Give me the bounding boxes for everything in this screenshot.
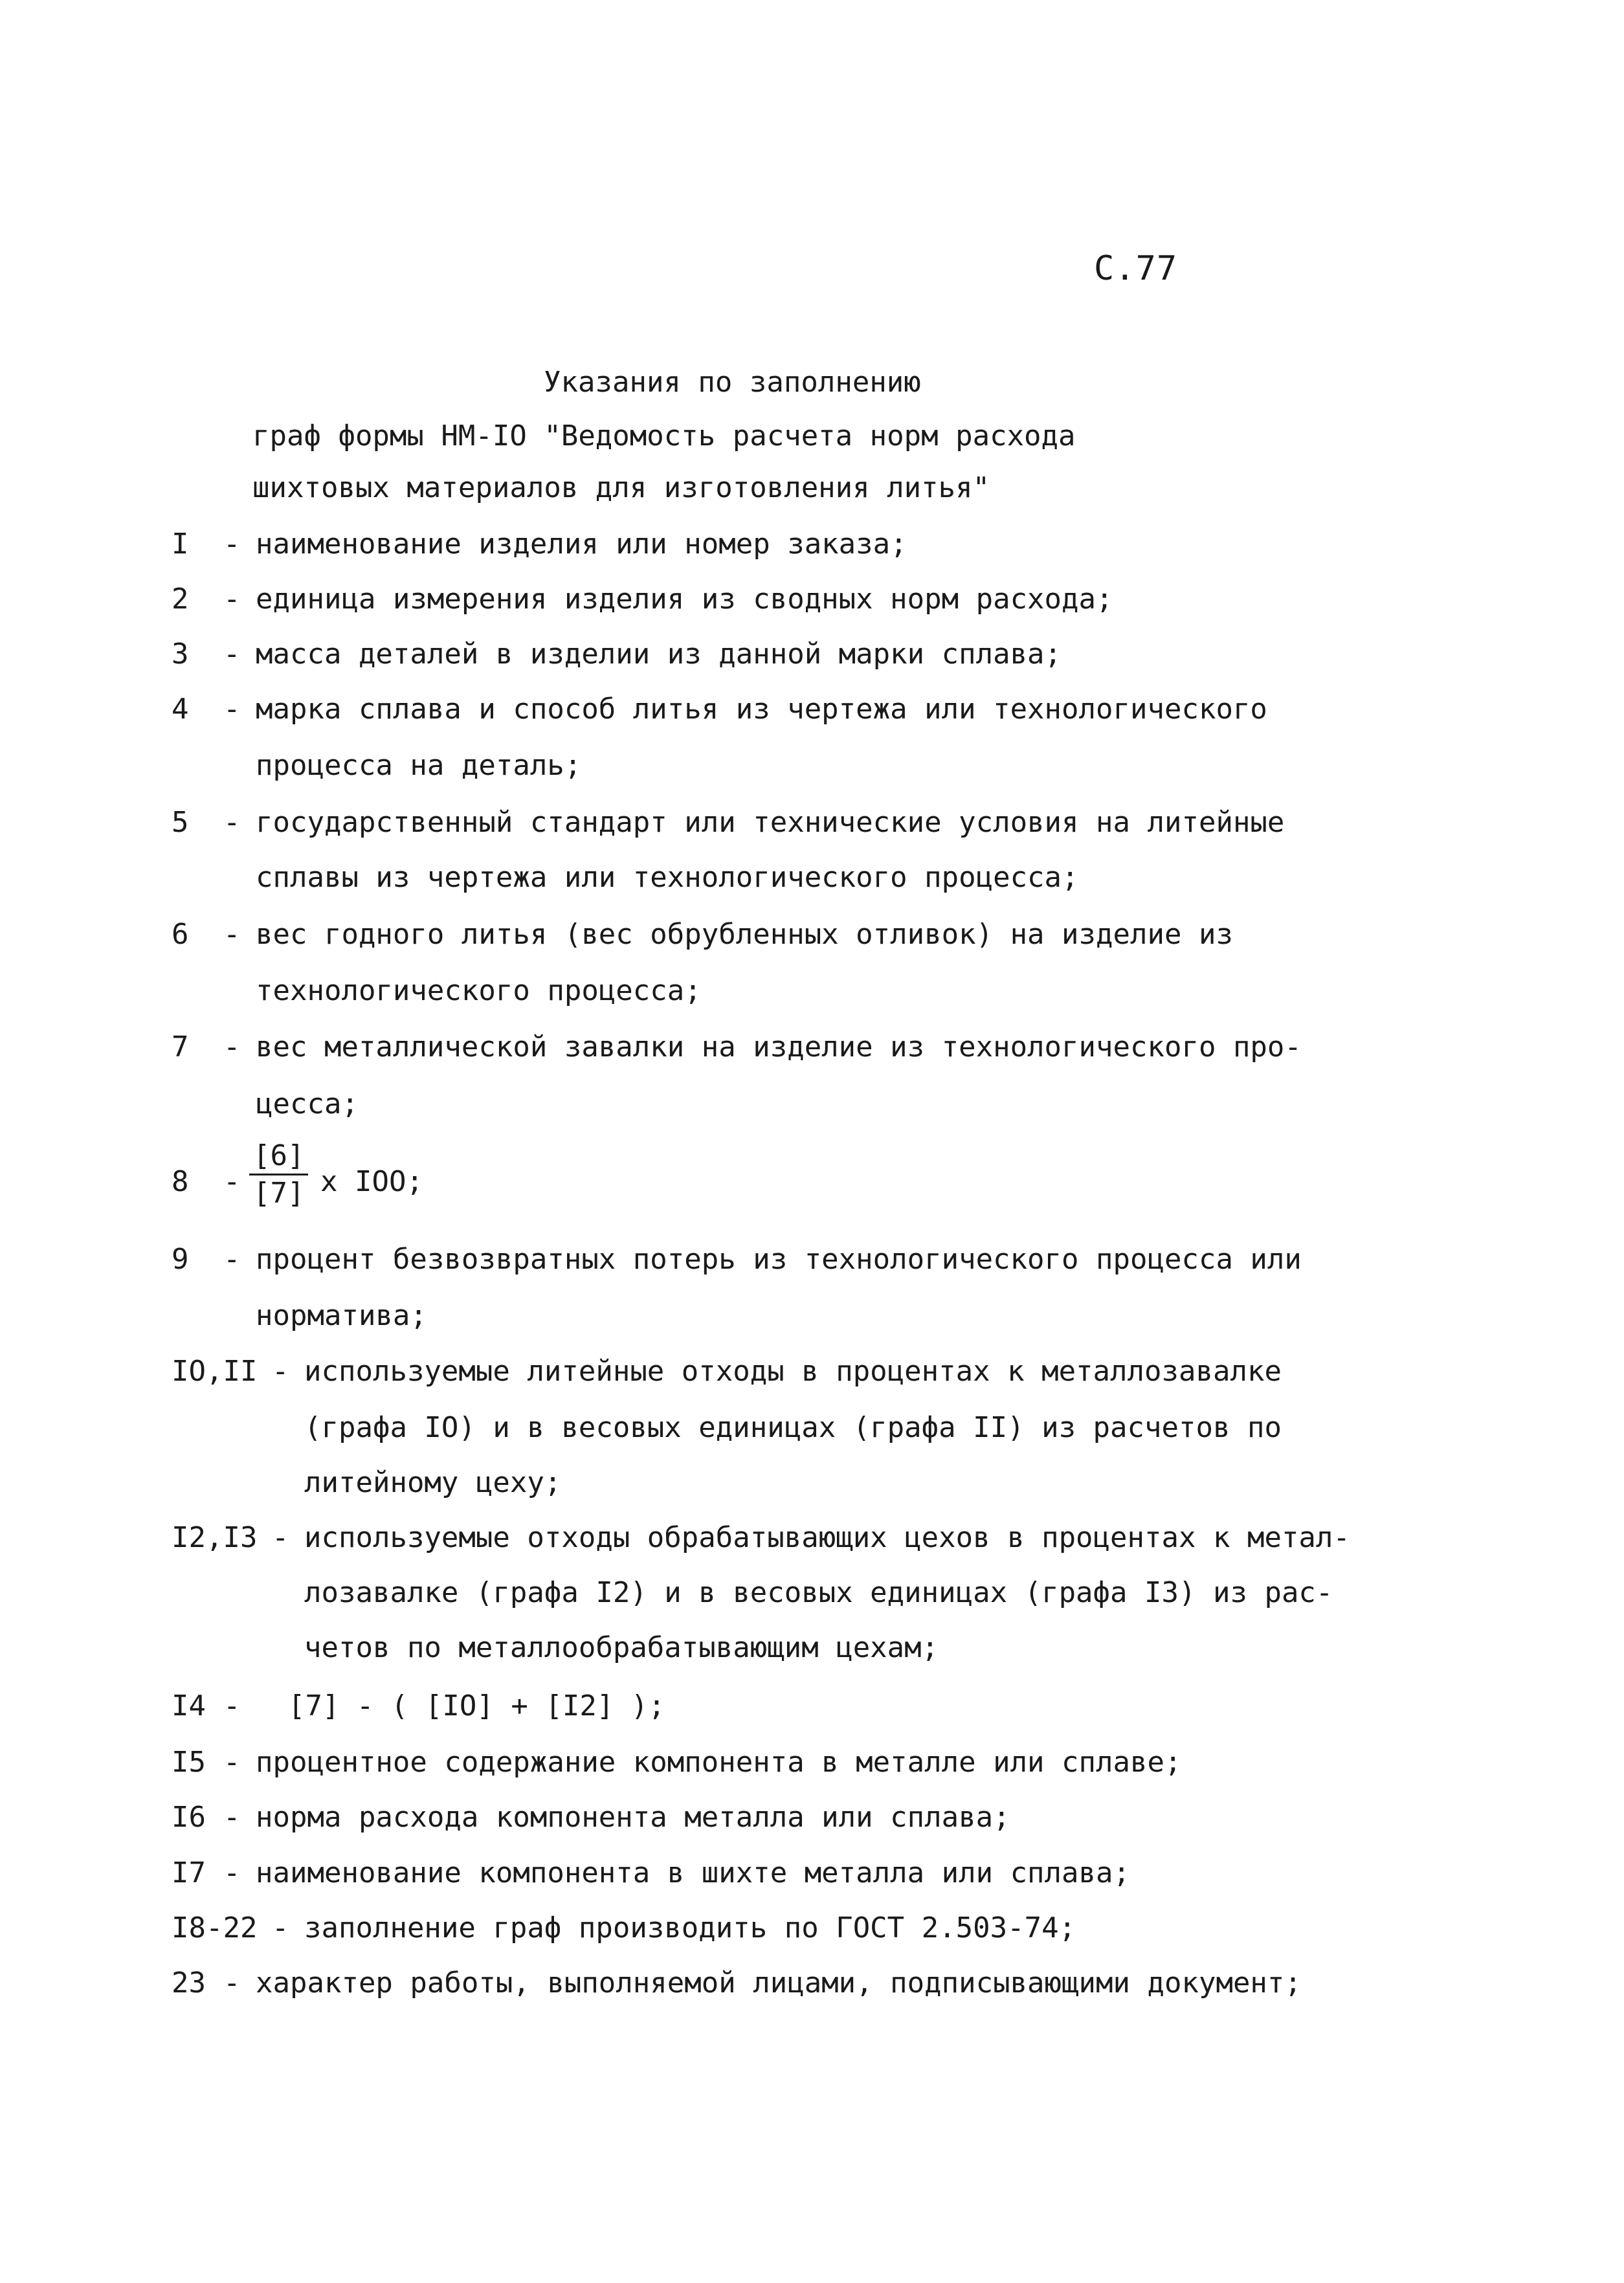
item-dash: -	[223, 693, 241, 726]
item-number: I6	[172, 1801, 206, 1834]
item-text: используемые отходы обрабатывающих цехов в процентах к метал-	[304, 1521, 1350, 1554]
item-dash: -	[223, 583, 241, 616]
item-dash: -	[223, 1746, 241, 1779]
item-text-continuation: цесса;	[256, 1087, 359, 1120]
item-text: наименование компонента в шихте металла или сплава;	[256, 1856, 1131, 1889]
item-number: I4	[172, 1689, 206, 1722]
item-text-continuation: (графа IO) и в весовых единицах (графа II) из расчетов по	[304, 1411, 1282, 1444]
item-number: 9	[172, 1243, 189, 1276]
item-text-continuation: литейному цеху;	[304, 1466, 562, 1499]
item-number: 6	[172, 918, 189, 951]
item-text: единица измерения изделия из сводных норм расхода;	[256, 583, 1113, 616]
item-text: процент безвозвратных потерь из технологического процесса или	[256, 1243, 1302, 1276]
item-text: государственный стандарт или технические условия на литейные	[256, 806, 1285, 839]
item-text: марка сплава и способ литья из чертежа или технологического	[256, 693, 1267, 726]
item-number: 23	[172, 1966, 206, 1999]
formula-tail: x IOO;	[320, 1165, 423, 1198]
item-text-continuation: процесса на деталь;	[256, 749, 582, 782]
item-text: наименование изделия или номер заказа;	[256, 528, 907, 561]
item-dash: -	[272, 1911, 289, 1944]
item-text-continuation: четов по металлообрабатывающим цехам;	[304, 1631, 939, 1664]
item-dash: -	[223, 806, 241, 839]
item-text-continuation: сплавы из чертежа или технологического процесса;	[256, 861, 1079, 894]
item-number: 8	[172, 1165, 189, 1198]
fraction-numerator: [6]	[249, 1139, 308, 1175]
item-dash: -	[223, 1966, 241, 1999]
item-text: процентное содержание компонента в металле или сплаве;	[256, 1746, 1182, 1779]
formula: [7] - ( [IO] + [I2] );	[288, 1689, 665, 1722]
item-dash: -	[223, 1165, 241, 1198]
item-text: норма расхода компонента металла или сплава;	[256, 1801, 1010, 1834]
item-dash: -	[223, 918, 241, 951]
item-number: IO,II	[172, 1355, 258, 1388]
fraction-formula	[249, 1139, 308, 1210]
item-dash: -	[223, 528, 241, 561]
item-text: масса деталей в изделии из данной марки сплава;	[256, 638, 1062, 671]
fraction-denominator: [7]	[253, 1177, 305, 1210]
item-number: I7	[172, 1856, 206, 1889]
subheading-line-1: граф формы НМ-IO "Ведомость расчета норм расхода	[252, 419, 1076, 452]
item-text: вес металлической завалки на изделие из технологического про-	[256, 1030, 1302, 1064]
item-number: 4	[172, 693, 189, 726]
heading: Указания по заполнению	[544, 366, 921, 399]
item-text-continuation: технологического процесса;	[256, 974, 702, 1007]
item-dash: -	[223, 1856, 241, 1889]
item-text-continuation: норматива;	[256, 1299, 427, 1332]
item-number: 7	[172, 1030, 189, 1064]
subheading-line-2: шихтовых материалов для изготовления литья"	[252, 471, 990, 504]
page-number: C.77	[1094, 249, 1178, 288]
item-text: вес годного литья (вес обрубленных отливок) на изделие из	[256, 918, 1233, 951]
item-dash: -	[223, 638, 241, 671]
item-number: 5	[172, 806, 189, 839]
item-number: 3	[172, 638, 189, 671]
item-text-continuation: лозавалке (графа I2) и в весовых единицах (графа I3) из рас-	[304, 1576, 1333, 1609]
item-number: I	[172, 528, 189, 561]
item-dash: -	[223, 1243, 241, 1276]
item-number: I8-22	[172, 1911, 258, 1944]
item-number: I5	[172, 1746, 206, 1779]
item-dash: -	[272, 1521, 289, 1554]
item-text: характер работы, выполняемой лицами, подписывающими документ;	[256, 1966, 1302, 1999]
item-text: заполнение граф производить по ГОСТ 2.503-74;	[304, 1911, 1076, 1944]
item-text: используемые литейные отходы в процентах к металлозавалке	[304, 1355, 1282, 1388]
item-dash: -	[223, 1030, 241, 1064]
item-number: I2,I3	[172, 1521, 258, 1554]
item-dash: -	[272, 1355, 289, 1388]
item-dash: -	[223, 1689, 241, 1722]
item-number: 2	[172, 583, 189, 616]
item-dash: -	[223, 1801, 241, 1834]
